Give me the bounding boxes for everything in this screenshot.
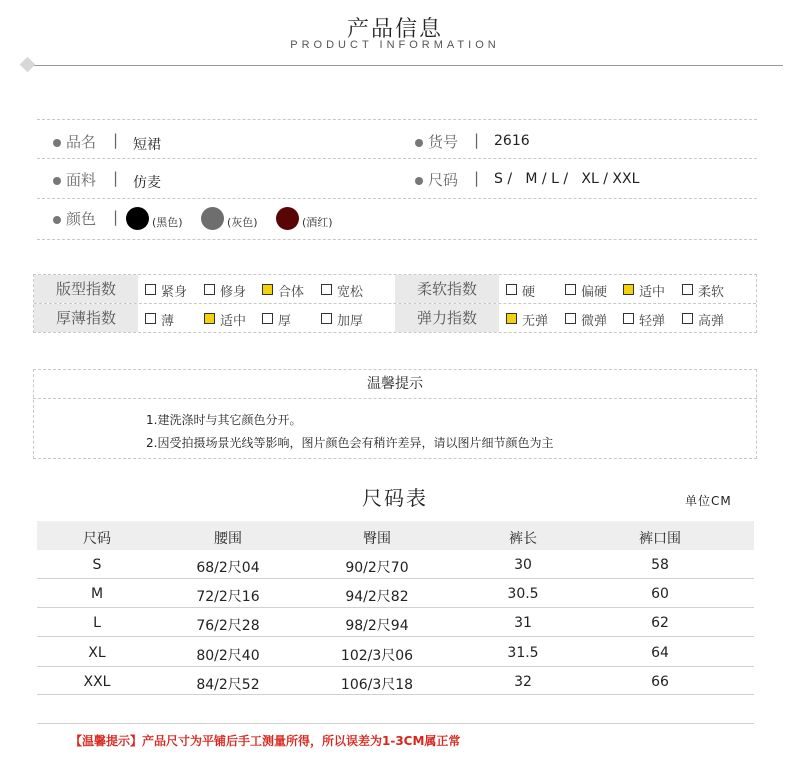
index-option-label: 厚 — [278, 314, 292, 329]
size-table-cell: S — [92, 557, 102, 573]
checkbox — [262, 313, 273, 324]
size-table-cell: 64 — [651, 645, 669, 661]
size-table-cell: 31.5 — [507, 645, 539, 661]
size-table-title: 尺码表 — [362, 486, 428, 510]
size-table-cell: L — [93, 615, 101, 631]
page-subtitle: PRODUCT INFORMATION — [290, 39, 500, 51]
footer-divider — [37, 723, 754, 724]
fit-index-rows — [34, 275, 756, 332]
info-divider — [37, 158, 757, 159]
product-sku-value: 2616 — [494, 133, 530, 149]
size-table-header-cell: 裤长 — [509, 531, 537, 547]
size-table-row-divider — [37, 578, 754, 579]
index-option-label: 轻弹 — [639, 314, 666, 329]
size-table-row-divider — [37, 607, 754, 608]
checkbox — [623, 313, 634, 324]
size-table-cell: M — [90, 586, 104, 602]
product-name-field — [53, 131, 96, 152]
index-option-label: 修身 — [220, 285, 247, 300]
index-option-label: 适中 — [639, 285, 666, 300]
size-table-cell: XL — [88, 645, 106, 661]
diamond-icon — [20, 57, 36, 73]
page-title: 产品信息 — [346, 17, 443, 42]
footer-note: 【温馨提示】产品尺寸为平铺后手工测量所得，所以误差为1-3CM属正常 — [70, 734, 461, 748]
bullet-icon — [53, 177, 61, 185]
size-table-cell: 62 — [651, 615, 669, 631]
info-divider — [37, 119, 757, 120]
product-sku-field — [415, 131, 458, 152]
checkbox — [682, 284, 693, 295]
tip-line-2: 2.因受拍摄场景光线等影响，图片颜色会有稍许差异，请以图片细节颜色为主 — [146, 436, 554, 450]
size-table-header-cell: 裤口围 — [639, 531, 681, 547]
color-swatch-label: (灰色) — [227, 216, 258, 229]
index-option-label: 微弹 — [581, 314, 608, 329]
index-option-label: 适中 — [220, 314, 247, 329]
size-table-cell: 72/2尺16 — [196, 589, 260, 605]
size-table-header-bg — [37, 521, 754, 550]
product-name-label: 品名 — [66, 133, 97, 151]
size-table-cell: 90/2尺70 — [345, 560, 409, 576]
index-label: 弹力指数 — [395, 304, 499, 332]
index-option-label: 高弹 — [698, 314, 725, 329]
product-size-label: 尺码 — [428, 171, 459, 189]
checkbox-checked — [623, 284, 634, 295]
size-table-cell: XXL — [83, 674, 111, 690]
color-swatch — [126, 207, 149, 230]
size-table-cell: 31 — [514, 615, 532, 631]
product-fabric-value: 仿麦 — [133, 175, 161, 191]
color-swatch — [276, 207, 299, 230]
index-option-label: 无弹 — [522, 314, 549, 329]
size-table-cell: 32 — [514, 674, 532, 690]
checkbox — [506, 284, 517, 295]
color-swatch-list — [126, 207, 426, 235]
product-fabric-label: 面料 — [66, 171, 97, 189]
size-table-cell: 60 — [651, 586, 669, 602]
size-table-row-divider — [37, 694, 754, 695]
index-option-label: 偏硬 — [581, 285, 608, 300]
index-option-label: 加厚 — [337, 314, 364, 329]
index-option-label: 薄 — [161, 314, 175, 329]
color-swatch-label: (黑色) — [152, 216, 183, 229]
bullet-icon — [53, 216, 61, 224]
checkbox — [565, 313, 576, 324]
checkbox — [204, 284, 215, 295]
checkbox — [321, 313, 332, 324]
size-table-unit: 单位CM — [685, 494, 732, 508]
index-option-label: 硬 — [522, 285, 536, 300]
color-swatch — [201, 207, 224, 230]
size-table-cell: 94/2尺82 — [345, 589, 409, 605]
size-table-cell: 76/2尺28 — [196, 618, 260, 634]
size-table-cell: 30.5 — [507, 586, 539, 602]
index-option-label: 紧身 — [161, 285, 188, 300]
info-divider — [37, 198, 757, 199]
size-table-cell: 84/2尺52 — [196, 677, 260, 693]
product-fabric-field — [53, 169, 96, 190]
header-divider — [30, 65, 783, 66]
separator: | — [474, 169, 480, 187]
color-swatch-label: (酒红) — [302, 216, 333, 229]
product-color-field — [53, 208, 96, 229]
product-size-field — [415, 169, 458, 190]
index-option-label: 宽松 — [337, 285, 364, 300]
checkbox — [682, 313, 693, 324]
index-option-label: 合体 — [278, 285, 305, 300]
checkbox-checked — [262, 284, 273, 295]
size-table-cell: 66 — [651, 674, 669, 690]
product-sku-label: 货号 — [428, 133, 459, 151]
separator: | — [474, 131, 480, 149]
checkbox-checked — [204, 313, 215, 324]
index-label: 厚薄指数 — [34, 304, 138, 332]
checkbox-checked — [506, 313, 517, 324]
checkbox — [145, 284, 156, 295]
size-table-header-cell: 腰围 — [214, 531, 242, 547]
index-option-label: 柔软 — [698, 285, 725, 300]
size-table-cell: 98/2尺94 — [345, 618, 409, 634]
bullet-icon — [53, 139, 61, 147]
size-table-cell: 30 — [514, 557, 532, 573]
size-table-header-cell: 尺码 — [83, 531, 111, 547]
size-table-cell: 80/2尺40 — [196, 648, 260, 664]
tips-title: 温馨提示 — [33, 369, 757, 399]
checkbox — [321, 284, 332, 295]
bullet-icon — [415, 139, 423, 147]
size-table-header-cell: 臀围 — [363, 531, 391, 547]
size-table-cell: 106/3尺18 — [340, 677, 414, 693]
separator: | — [113, 208, 119, 226]
size-table-row-divider — [37, 636, 754, 637]
separator: | — [113, 131, 119, 149]
bullet-icon — [415, 177, 423, 185]
tip-line-1: 1.建洗涤时与其它颜色分开。 — [146, 413, 302, 427]
index-label: 柔软指数 — [395, 275, 499, 303]
checkbox — [145, 313, 156, 324]
separator: | — [113, 169, 119, 187]
product-name-value: 短裙 — [133, 137, 161, 153]
size-table-cell: 102/3尺06 — [340, 648, 414, 664]
checkbox — [565, 284, 576, 295]
product-size-value: S / M / L / XL / XXL — [494, 171, 640, 187]
product-color-label: 颜色 — [66, 210, 97, 228]
index-label: 版型指数 — [34, 275, 138, 303]
size-table-cell: 68/2尺04 — [196, 560, 260, 576]
size-table-row-divider — [37, 666, 754, 667]
size-table-cell: 58 — [651, 557, 669, 573]
info-divider — [37, 239, 757, 240]
